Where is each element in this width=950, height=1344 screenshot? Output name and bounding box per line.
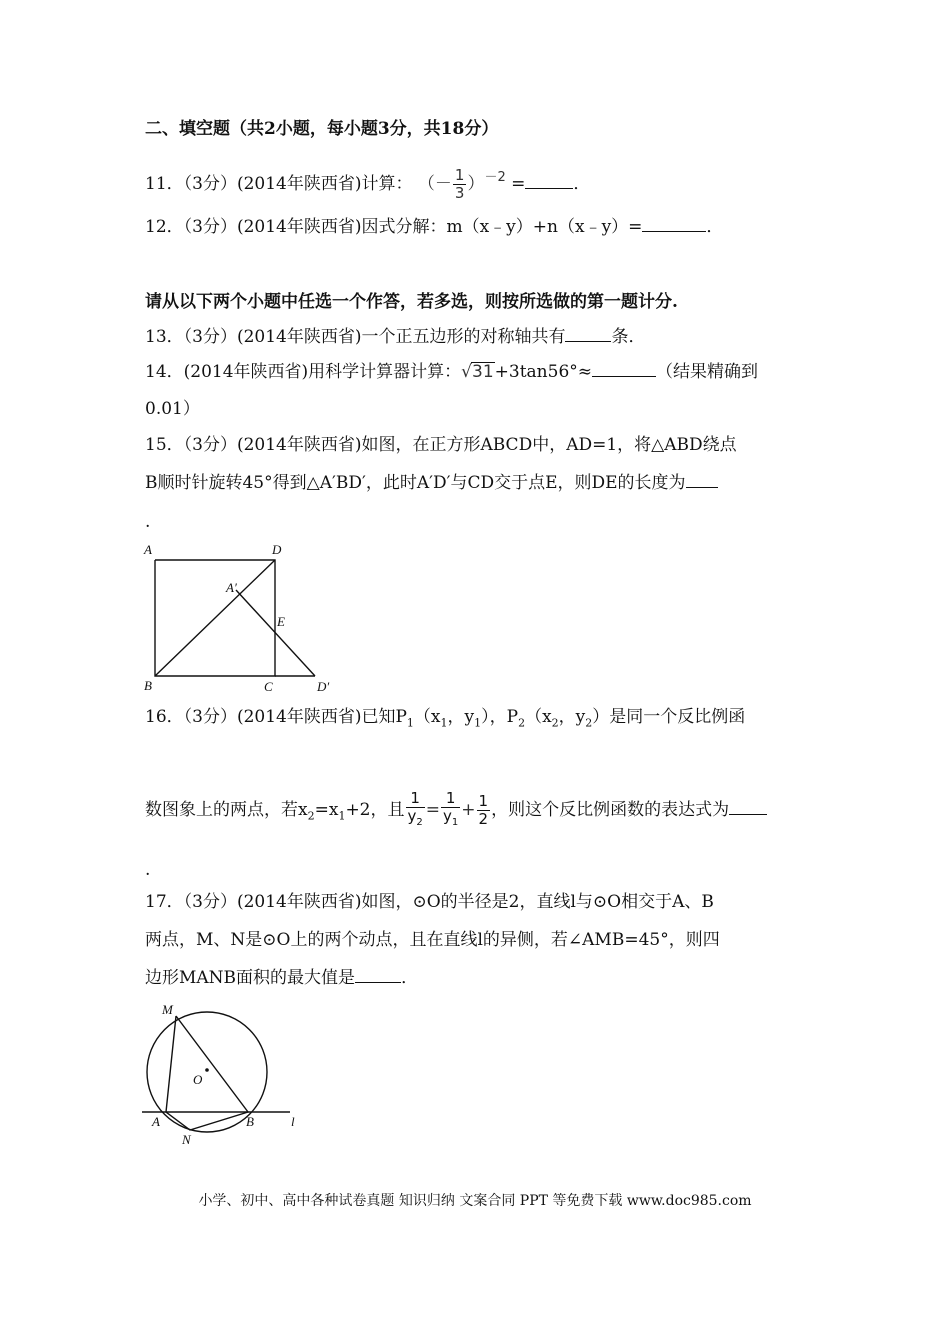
label-C: C	[264, 679, 273, 694]
fraction-1-y2: $\frac{1}{y_2}$	[407, 789, 423, 828]
answer-blank-11	[525, 172, 573, 189]
question-14: 14．(2014年陕西省)用科学计算器计算：√31+3tan56°≈ （结果精确到	[145, 362, 759, 382]
section-title: 二、填空题（共2小题，每小题3分，共18分）	[145, 119, 499, 139]
q16-line3: .	[145, 860, 151, 880]
instruction: 请从以下两个小题中任选一个作答，若多选，则按所选做的第一题计分.	[145, 292, 678, 312]
label-E: E	[277, 614, 285, 629]
fraction-1-y1: $\frac{1}{y_1}$	[443, 789, 459, 828]
q16-line1: 16．（3分）(2014年陕西省)已知$P_1(x_1$，$y_1$），$P_2(x_2$，$y_2$）是同一个反比例函	[145, 707, 746, 730]
label-D: D	[272, 542, 282, 557]
q15-line3: .	[145, 512, 151, 532]
footer: 小学、初中、高中各种试卷真题 知识归纳 文案合同 PPT 等免费下载 www.doc985.com	[198, 1193, 752, 1209]
center-dot	[205, 1068, 209, 1072]
label-D-prime: D′	[317, 679, 330, 694]
label-A: A	[152, 1114, 160, 1129]
sqrt-expression: √31	[461, 362, 494, 382]
fraction-1-2: $\frac{1}{2}$	[478, 792, 489, 828]
q16-line2: 数图象上的两点，若$x_2=x_1+2$，且 $\frac{1}{y_2}$ = $\frac{1}{y_1}$ + $\frac{1}{2}$ ，则这个反比例函数的表达式为	[145, 790, 767, 831]
figure-17	[138, 998, 308, 1150]
q14-line2: 0.01）	[145, 399, 200, 419]
answer-blank-13	[565, 325, 611, 342]
answer-blank-14	[592, 360, 656, 377]
figure-15	[140, 538, 350, 698]
label-B: B	[144, 678, 152, 693]
q17-line1: 17．（3分）(2014年陕西省)如图，⊙O的半径是2，直线l与⊙O相交于A、B	[145, 892, 714, 912]
question-12: 12．（3分）(2014年陕西省)因式分解：m（x﹣y）+n（x﹣y）= ．	[145, 217, 724, 237]
q11-prefix: 11．（3分）(2014年陕西省)计算：	[145, 174, 413, 194]
answer-blank-16	[729, 798, 767, 815]
label-l: l	[291, 1114, 295, 1129]
label-N: N	[182, 1132, 191, 1147]
answer-blank-17	[355, 966, 401, 983]
answer-blank-15	[686, 471, 718, 488]
q17-line3: 边形MANB面积的最大值是 ．	[145, 968, 419, 988]
label-M: M	[162, 1002, 173, 1017]
q15-line2: B顺时针旋转45°得到△A′BD′，此时A′D′与CD交于点E，则DE的长度为	[145, 471, 718, 495]
question-13: 13．（3分）(2014年陕西省)一个正五边形的对称轴共有 条．	[145, 327, 646, 347]
label-A: A	[144, 542, 152, 557]
label-O: O	[193, 1072, 203, 1087]
q17-line2: 两点，M、N是⊙O上的两个动点，且在直线l的异侧，若∠AMB=45°，则四	[145, 930, 720, 950]
label-B: B	[246, 1114, 254, 1129]
answer-blank-12	[642, 215, 706, 232]
q11-expression: （－ $\frac{1}{3}$ ）$^{-2}$	[417, 165, 506, 202]
label-A-prime: A′	[226, 580, 237, 595]
question-11: 11．（3分）(2014年陕西省)计算： （－ $\frac{1}{3}$ ）$^{-2}$ = ．	[145, 165, 591, 202]
q15-line1: 15．（3分）(2014年陕西省)如图，在正方形ABCD中，AD=1，将△ABD绕点	[145, 435, 737, 455]
